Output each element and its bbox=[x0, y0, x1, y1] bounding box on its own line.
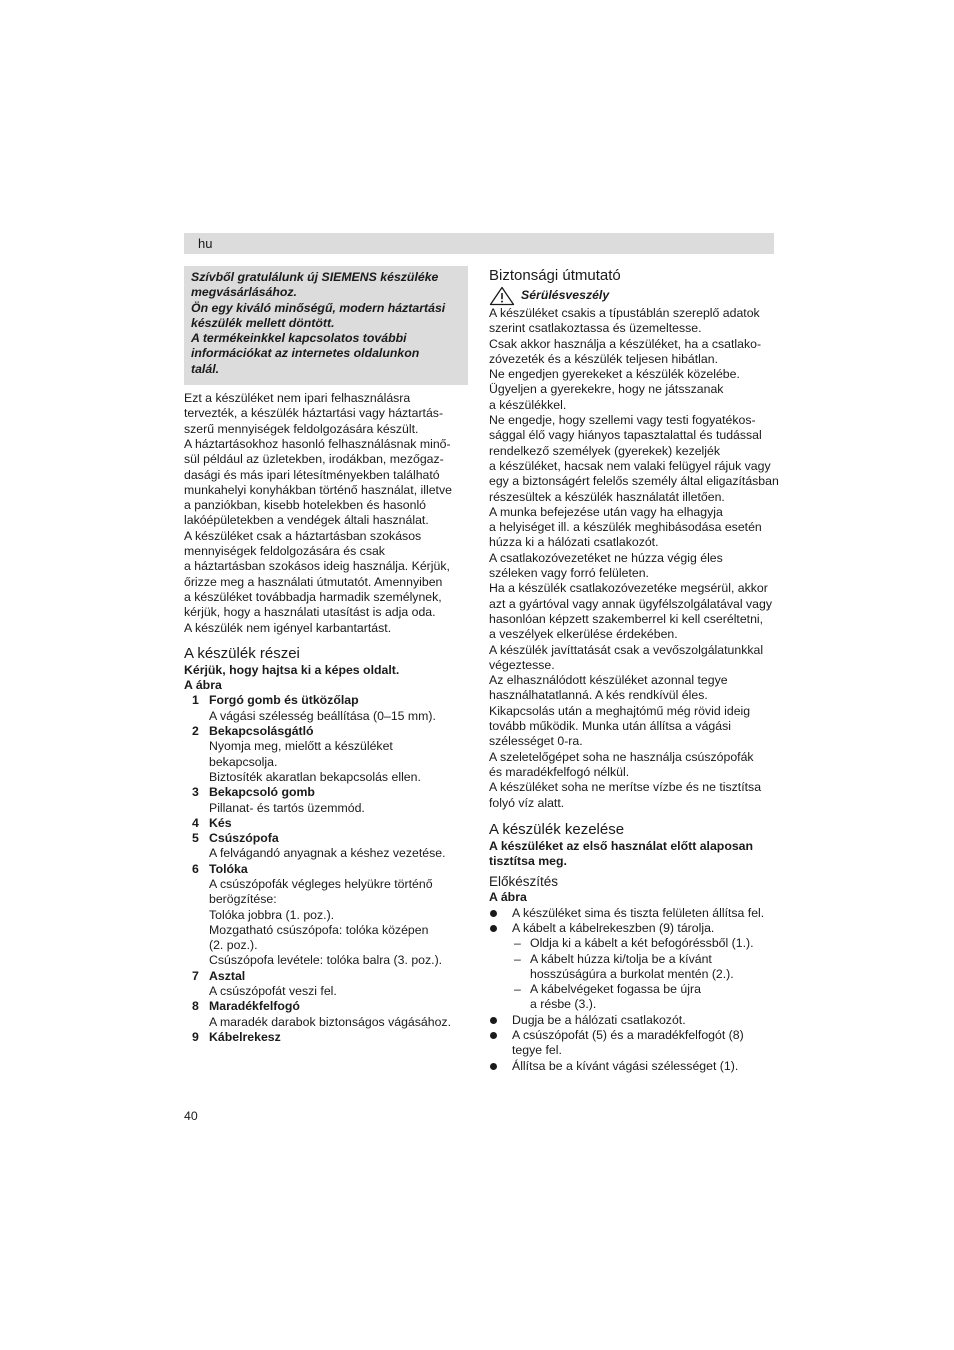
parts-item-line: Csúszópofa levétele: tolóka balra (3. poz.). bbox=[209, 953, 443, 968]
safety-line: A készüléket soha ne merítse vízbe és ne tisztítsa bbox=[489, 780, 762, 795]
bullet-step bbox=[489, 1059, 775, 1074]
safety-line: Ne engedje, hogy szellemi vagy testi fogyatékos- bbox=[489, 413, 756, 428]
text-line: Ezt a készüléket nem ipari felhasználásra bbox=[184, 391, 411, 406]
parts-item-body bbox=[209, 785, 365, 816]
safety-line: használhatatlanná. A kés rendkívül éles. bbox=[489, 688, 708, 703]
safety-line: szélességet 0-ra. bbox=[489, 734, 583, 749]
dash-mark: – bbox=[514, 951, 521, 966]
step-line: A kábelt a kábelrekeszben (9) tárolja. bbox=[512, 920, 715, 935]
intro-line: talál. bbox=[191, 361, 220, 376]
parts-section bbox=[184, 644, 468, 1045]
parts-item bbox=[184, 785, 468, 816]
text-line: a háztartásban szokásos ideig használja. Kérjük, bbox=[184, 559, 450, 574]
parts-item bbox=[184, 724, 468, 785]
safety-line: Ne engedjen gyerekeket a készülék közelébe. bbox=[489, 367, 740, 382]
right-column bbox=[489, 266, 779, 1074]
parts-item-line: Tolóka jobbra (1. poz.). bbox=[209, 907, 335, 922]
safety-line: húzza ki a hálózati csatlakozót. bbox=[489, 535, 659, 550]
parts-figure-label: A ábra bbox=[184, 678, 222, 693]
warning-triangle-icon bbox=[489, 286, 515, 306]
parts-item-body bbox=[209, 816, 232, 831]
parts-item bbox=[184, 831, 468, 862]
text-line: tervezték, a készülék háztartási vagy háztartás- bbox=[184, 406, 444, 421]
safety-line: A készülék javíttatását csak a vevőszolgálatunkkal bbox=[489, 642, 764, 657]
bullet-dot-icon bbox=[489, 906, 512, 921]
safety-line: tovább működik. Munka után állítsa a vágási bbox=[489, 719, 731, 734]
text-line: kérjük, hogy a használati utasítást is adja oda. bbox=[184, 605, 436, 620]
safety-line: A csatlakozóvezetéket ne húzza végig éles bbox=[489, 550, 723, 565]
parts-item-number: 7 bbox=[192, 968, 199, 983]
parts-item-line: Pillanat- és tartós üzemmód. bbox=[209, 800, 365, 815]
parts-item-line: A maradék darabok biztonságos vágásához. bbox=[209, 1014, 451, 1029]
prep-figure-label: A ábra bbox=[489, 890, 527, 905]
parts-item-body bbox=[209, 1030, 281, 1045]
bullet-step bbox=[489, 921, 775, 936]
parts-item bbox=[184, 816, 468, 831]
parts-item bbox=[184, 693, 468, 724]
text-line: őrizze meg a használati útmutatót. Amennyiben bbox=[184, 574, 443, 589]
page-number: 40 bbox=[184, 1109, 198, 1123]
safety-line: folyó víz alatt. bbox=[489, 795, 565, 810]
parts-item-number: 6 bbox=[192, 861, 199, 876]
safety-line: részesültek a készülék használatát illetően. bbox=[489, 489, 725, 504]
parts-item-body bbox=[209, 724, 421, 785]
safety-line: a helyiséget ill. a készülék meghibásodása esetén bbox=[489, 520, 762, 535]
parts-item bbox=[184, 862, 468, 969]
parts-item-number: 8 bbox=[192, 999, 199, 1014]
text-line: a készüléket továbbadja harmadik személynek, bbox=[184, 589, 442, 604]
handling-section bbox=[489, 820, 775, 1074]
step-line: Oldja ki a kábelt a két befogóréssből (1.). bbox=[530, 936, 754, 951]
parts-item-line: berögzítése: bbox=[209, 892, 277, 907]
parts-item-body bbox=[209, 862, 442, 969]
safety-line: egy a biztonságért felelős személy által eligazításban bbox=[489, 474, 779, 489]
safety-line: rendelkező személyek (gyerekek) kezeljék bbox=[489, 443, 721, 458]
dash-step bbox=[489, 982, 775, 1013]
safety-line: zóvezeték és a készülék teljesen hibátlan. bbox=[489, 351, 718, 366]
safety-line: sággal élő vagy hiányos tapasztalattal és tudással bbox=[489, 428, 762, 443]
step-body bbox=[530, 936, 754, 951]
safety-line: a készüléket, hacsak nem valaki felügyel rájuk vagy bbox=[489, 458, 771, 473]
parts-item-title: Tolóka bbox=[209, 861, 248, 876]
step-body bbox=[512, 1059, 738, 1074]
text-line: A háztartásokhoz hasonló felhasználásnak minő- bbox=[184, 436, 451, 451]
prep-steps bbox=[489, 906, 775, 1074]
parts-item-line: A vágási szélesség beállítása (0–15 mm). bbox=[209, 708, 436, 723]
handling-intro-line: tisztítsa meg. bbox=[489, 854, 567, 869]
safety-line: A munka befejezése után vagy ha elhagyja bbox=[489, 504, 723, 519]
parts-item-title: Kábelrekesz bbox=[209, 1029, 281, 1044]
dash-mark: – bbox=[514, 936, 521, 951]
intro-text bbox=[184, 391, 468, 636]
bullet-dot-icon bbox=[489, 921, 512, 936]
parts-item-title: Forgó gomb és ütközőlap bbox=[209, 693, 359, 708]
step-body bbox=[530, 952, 734, 983]
step-line: A csúszópofát (5) és a maradékfelfogót (8) bbox=[512, 1028, 744, 1043]
parts-item-line: A felvágandó anyagnak a késhez vezetése. bbox=[209, 846, 446, 861]
safety-line: szerint csatlakoztassa és üzemeltesse. bbox=[489, 321, 702, 336]
parts-item-body bbox=[209, 693, 436, 724]
step-line: A kábelt húzza ki/tolja be a kívánt bbox=[530, 951, 712, 966]
step-body bbox=[512, 921, 714, 936]
safety-line: széleken vagy forró felületen. bbox=[489, 566, 649, 581]
dash-mark: – bbox=[514, 982, 521, 997]
handling-intro-line: A készüléket az első használat előtt alaposan bbox=[489, 838, 754, 853]
step-line: a résbe (3.). bbox=[530, 997, 597, 1012]
parts-item-title: Maradékfelfogó bbox=[209, 999, 300, 1014]
parts-subheading: Kérjük, hogy hajtsa ki a képes oldalt. bbox=[184, 662, 400, 677]
warning-row bbox=[489, 285, 775, 306]
step-line: Állítsa be a kívánt vágási szélességet (1). bbox=[512, 1058, 739, 1073]
step-body bbox=[512, 1028, 744, 1059]
step-body bbox=[530, 982, 701, 1013]
language-tag: hu bbox=[198, 236, 213, 251]
dash-step bbox=[489, 936, 775, 951]
parts-item-title: Bekapcsoló gomb bbox=[209, 785, 315, 800]
safety-line: Ügyeljen a gyerekekre, hogy ne játsszanak bbox=[489, 382, 724, 397]
text-line: szerű mennyiségek feldolgozására készült. bbox=[184, 421, 419, 436]
parts-item-title: Kés bbox=[209, 815, 232, 830]
text-line: A készülék nem igényel karbantartást. bbox=[184, 620, 392, 635]
text-line: sül például az üzletekben, irodákban, mezőgaz- bbox=[184, 452, 444, 467]
parts-item-body bbox=[209, 831, 446, 862]
parts-item-line: Mozgatható csúszópofa: tolóka középen bbox=[209, 922, 429, 937]
step-body bbox=[512, 906, 764, 921]
step-line: Dugja be a hálózati csatlakozót. bbox=[512, 1012, 686, 1027]
warning-label: Sérülésveszély bbox=[521, 287, 610, 302]
safety-text bbox=[489, 306, 779, 811]
parts-item-number: 2 bbox=[192, 724, 199, 739]
parts-item-number: 3 bbox=[192, 785, 199, 800]
left-column bbox=[184, 266, 468, 1045]
safety-line: Az elhasználódott készüléket azonnal tegye bbox=[489, 673, 728, 688]
parts-item bbox=[184, 999, 468, 1030]
dash-step bbox=[489, 952, 775, 983]
safety-line: A készüléket csakis a típustáblán szereplő adatok bbox=[489, 306, 760, 320]
safety-line: hasonlóan képzett szakemberrel ki kell cseréltetni, bbox=[489, 611, 764, 626]
intro-line: készülék mellett döntött. bbox=[191, 315, 335, 330]
handling-intro bbox=[489, 839, 775, 870]
step-line: tegye fel. bbox=[512, 1043, 562, 1058]
text-line: dasági és más ipari létesítményekben található bbox=[184, 467, 440, 482]
text-line: munkahelyi konyhákban történő használat, illetve bbox=[184, 482, 452, 497]
safety-line: a készülékkel. bbox=[489, 397, 567, 412]
language-bar bbox=[184, 233, 774, 254]
parts-item-line: Biztosíték akaratlan bekapcsolás ellen. bbox=[209, 769, 421, 784]
parts-item-line: A csúszópofát veszi fel. bbox=[209, 984, 337, 999]
parts-item bbox=[184, 1030, 468, 1045]
safety-line: azt a gyártóval vagy annak ügyfélszolgálatával vagy bbox=[489, 596, 772, 611]
safety-line: Ha a készülék csatlakozóvezetéke megsérül, akkor bbox=[489, 581, 768, 596]
bullet-dot-icon bbox=[489, 1059, 512, 1074]
parts-item-body bbox=[209, 969, 337, 1000]
safety-line: Csak akkor használja a készüléket, ha a csatlako- bbox=[489, 336, 762, 351]
step-line: A készüléket sima és tiszta felületen állítsa fel. bbox=[512, 905, 765, 920]
parts-item-body bbox=[209, 999, 451, 1030]
text-line: lakóépületekben a vendégek általi használat. bbox=[184, 513, 429, 528]
bullet-step bbox=[489, 906, 775, 921]
bullet-step bbox=[489, 1028, 775, 1059]
parts-item bbox=[184, 969, 468, 1000]
parts-item-title: Asztal bbox=[209, 968, 246, 983]
intro-line: A termékeinkkel kapcsolatos további bbox=[191, 331, 407, 346]
safety-line: Kikapcsolás után a meghajtómű még rövid ideig bbox=[489, 703, 751, 718]
safety-line: A szeletelőgépet soha ne használja csúszópofák bbox=[489, 749, 754, 764]
parts-item-number: 5 bbox=[192, 831, 199, 846]
intro-line: információkat az internetes oldalunkon bbox=[191, 346, 420, 361]
step-body bbox=[512, 1013, 686, 1028]
parts-list bbox=[184, 693, 468, 1045]
text-line: mennyiségek feldolgozására és csak bbox=[184, 544, 385, 559]
text-line: A készüléket csak a háztartásban szokásos bbox=[184, 528, 422, 543]
step-line: hosszúságúra a burkolat mentén (2.). bbox=[530, 966, 734, 981]
safety-heading: Biztonsági útmutató bbox=[489, 267, 621, 284]
intro-box bbox=[184, 266, 468, 385]
parts-item-number: 4 bbox=[192, 815, 199, 830]
bullet-step bbox=[489, 1013, 775, 1028]
parts-item-title: Csúszópofa bbox=[209, 831, 279, 846]
parts-item-line: bekapcsolja. bbox=[209, 754, 278, 769]
prep-heading: Előkészítés bbox=[489, 874, 559, 890]
parts-item-line: (2. poz.). bbox=[209, 938, 258, 953]
bullet-dot-icon bbox=[489, 1028, 512, 1059]
intro-line: Ön egy kiváló minőségű, modern háztartási bbox=[191, 300, 446, 315]
text-line: a panziókban, kisebb hotelekben és hasonló bbox=[184, 498, 427, 513]
safety-line: és maradékfelfogó nélkül. bbox=[489, 764, 630, 779]
handling-heading: A készülék kezelése bbox=[489, 820, 625, 838]
parts-item-number: 1 bbox=[192, 693, 199, 708]
bullet-dot-icon bbox=[489, 1013, 512, 1028]
safety-line: a veszélyek elkerülése érdekében. bbox=[489, 627, 678, 642]
step-line: A kábelvégeket fogassa be újra bbox=[530, 982, 701, 997]
intro-line: Szívből gratulálunk új SIEMENS készüléke bbox=[191, 270, 439, 284]
parts-item-number: 9 bbox=[192, 1029, 199, 1044]
parts-item-title: Bekapcsolásgátló bbox=[209, 724, 314, 739]
safety-line: végeztesse. bbox=[489, 657, 555, 672]
parts-item-line: A csúszópofák végleges helyükre történő bbox=[209, 876, 433, 891]
parts-heading: A készülék részei bbox=[184, 644, 300, 662]
intro-line: megvásárlásához. bbox=[191, 285, 297, 300]
parts-item-line: Nyomja meg, mielőtt a készüléket bbox=[209, 739, 393, 754]
